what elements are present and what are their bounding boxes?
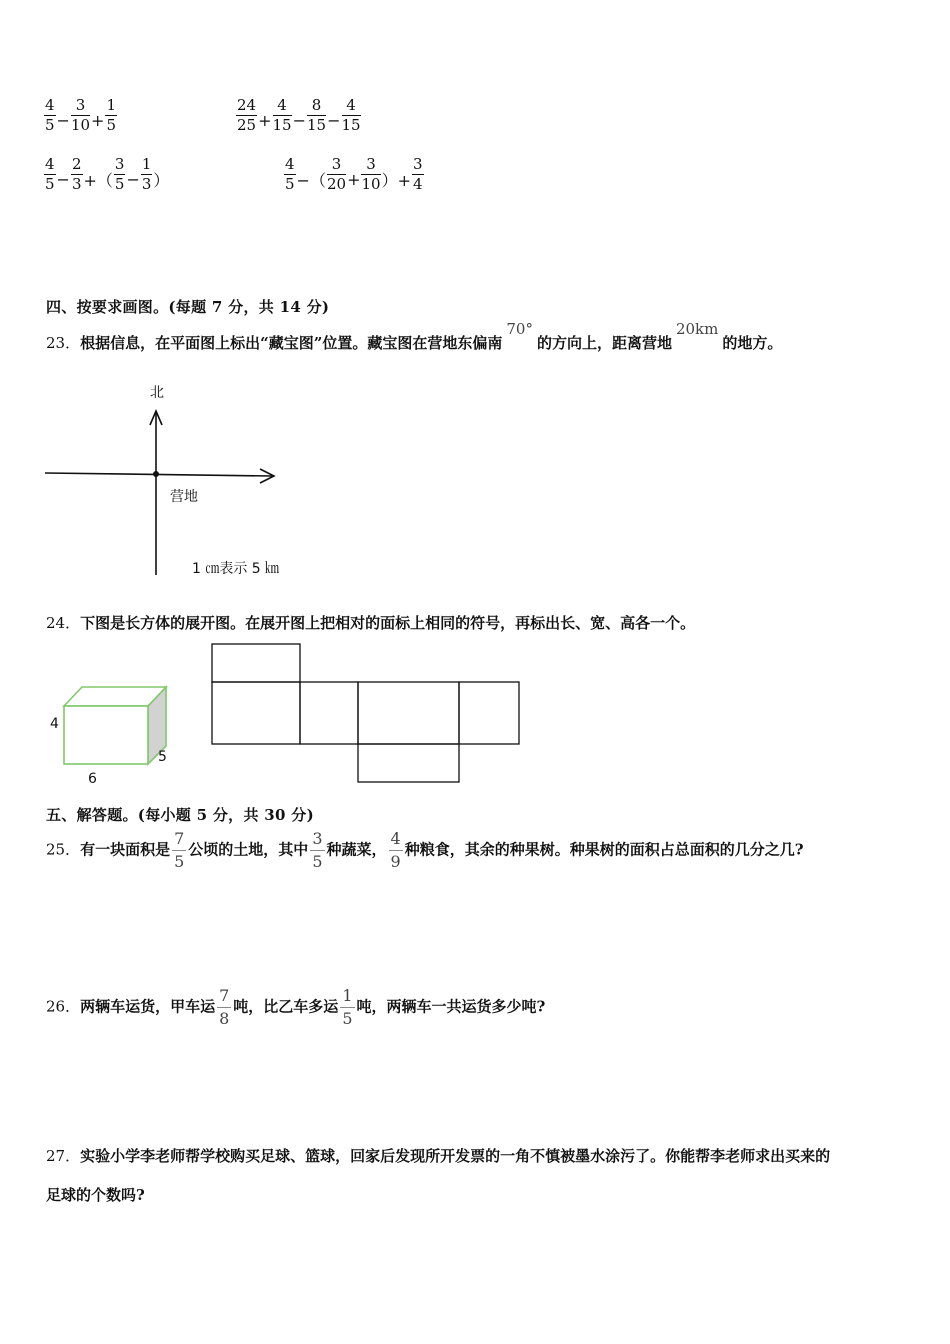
fraction: $\frac{4}{5}$ [45, 96, 55, 134]
fraction: $\frac{4}{9}$ [390, 829, 401, 871]
fraction: $\frac{7}{5}$ [174, 829, 185, 871]
expression-2: $\frac{24}{25}$ + $\frac{4}{15}$ − $\frac{8}{15}$ − $\frac{4}{15}$ [237, 96, 361, 134]
fraction: $\frac{1}{3}$ [141, 155, 152, 193]
question-27: 27．实验小学李老师帮学校购买足球、篮球，回家后发现所开发票的一角不慎被墨水涂污了。你能帮李老师求出买来的 [46, 1147, 831, 1165]
net-face-2 [300, 682, 358, 744]
fraction: $\frac{3}{4}$ [412, 155, 423, 193]
net-face-top [212, 644, 300, 682]
expression-3: $\frac{4}{5}$ − $\frac{2}{3}$ +（ $\frac{3}{5}$ − $\frac{1}{3}$ ） [45, 155, 170, 193]
section-4-heading: 四、按要求画图。(每题 7 分，共 14 分) [46, 298, 330, 316]
fraction: $\frac{1}{5}$ [342, 986, 353, 1028]
cuboid-front-face [64, 706, 148, 764]
cuboid-net [205, 638, 530, 788]
cuboid-width-label: 5 [158, 749, 167, 765]
question-23: 23．根据信息，在平面图上标出“藏宝图”位置。藏宝图在营地东偏南70°的方向上，距离营地20km的地方。 [46, 320, 783, 352]
angle-value: 70° [506, 320, 533, 338]
camp-map-diagram [40, 375, 340, 590]
fraction: $\frac{8}{15}$ [307, 96, 327, 134]
fraction: $\frac{1}{5}$ [106, 96, 116, 134]
net-face-3 [358, 682, 459, 744]
scale-label: 1 ㎝表示 5 ㎞ [192, 561, 280, 577]
net-face-bottom [358, 744, 459, 782]
question-25: 25．有一块面积是 $\frac{7}{5}$ 公顷的土地，其中 $\frac{3}{5}$ 种蔬菜， $\frac{4}{9}$ 种粮食，其余的种果树。种果树的面积占总面积的几分之几? [46, 829, 804, 871]
fraction: $\frac{3}{10}$ [361, 155, 381, 193]
fraction: $\frac{4}{15}$ [272, 96, 292, 134]
camp-label: 营地 [170, 489, 198, 505]
fraction: $\frac{3}{20}$ [326, 155, 347, 193]
fraction: $\frac{4}{15}$ [341, 96, 361, 134]
question-27-continued: 足球的个数吗? [46, 1186, 145, 1204]
question-24: 24．下图是长方体的展开图。在展开图上把相对的面标上相同的符号，再标出长、宽、高各一个。 [46, 614, 696, 632]
north-label: 北 [150, 385, 164, 401]
fraction: $\frac{4}{5}$ [45, 155, 55, 193]
fraction: $\frac{24}{25}$ [237, 96, 257, 134]
cuboid-height-label: 4 [50, 716, 59, 732]
fraction: $\frac{7}{8}$ [219, 986, 230, 1028]
expression-4: $\frac{4}{5}$ −（ $\frac{3}{20}$ + $\frac{3}{10}$ ）+ $\frac{3}{4}$ [285, 155, 423, 193]
fraction: $\frac{2}{3}$ [71, 155, 82, 193]
fraction: $\frac{3}{10}$ [70, 96, 91, 134]
fraction: $\frac{4}{5}$ [285, 155, 295, 193]
cuboid-length-label: 6 [88, 771, 97, 787]
question-26: 26．两辆车运货，甲车运 $\frac{7}{8}$ 吨，比乙车多运 $\frac{1}{5}$ 吨，两辆车一共运货多少吨? [46, 986, 546, 1028]
camp-point [153, 471, 159, 477]
net-face-1 [212, 682, 300, 744]
section-5-heading: 五、解答题。(每小题 5 分，共 30 分) [46, 806, 314, 824]
fraction: $\frac{3}{5}$ [312, 829, 323, 871]
fraction: $\frac{3}{5}$ [114, 155, 125, 193]
cuboid-figure [40, 675, 190, 795]
cuboid-top-face [64, 687, 166, 706]
expression-1: $\frac{4}{5}$ − $\frac{3}{10}$ + $\frac{1}{5}$ [45, 96, 116, 134]
distance-value: 20km [675, 320, 719, 338]
net-face-4 [459, 682, 519, 744]
